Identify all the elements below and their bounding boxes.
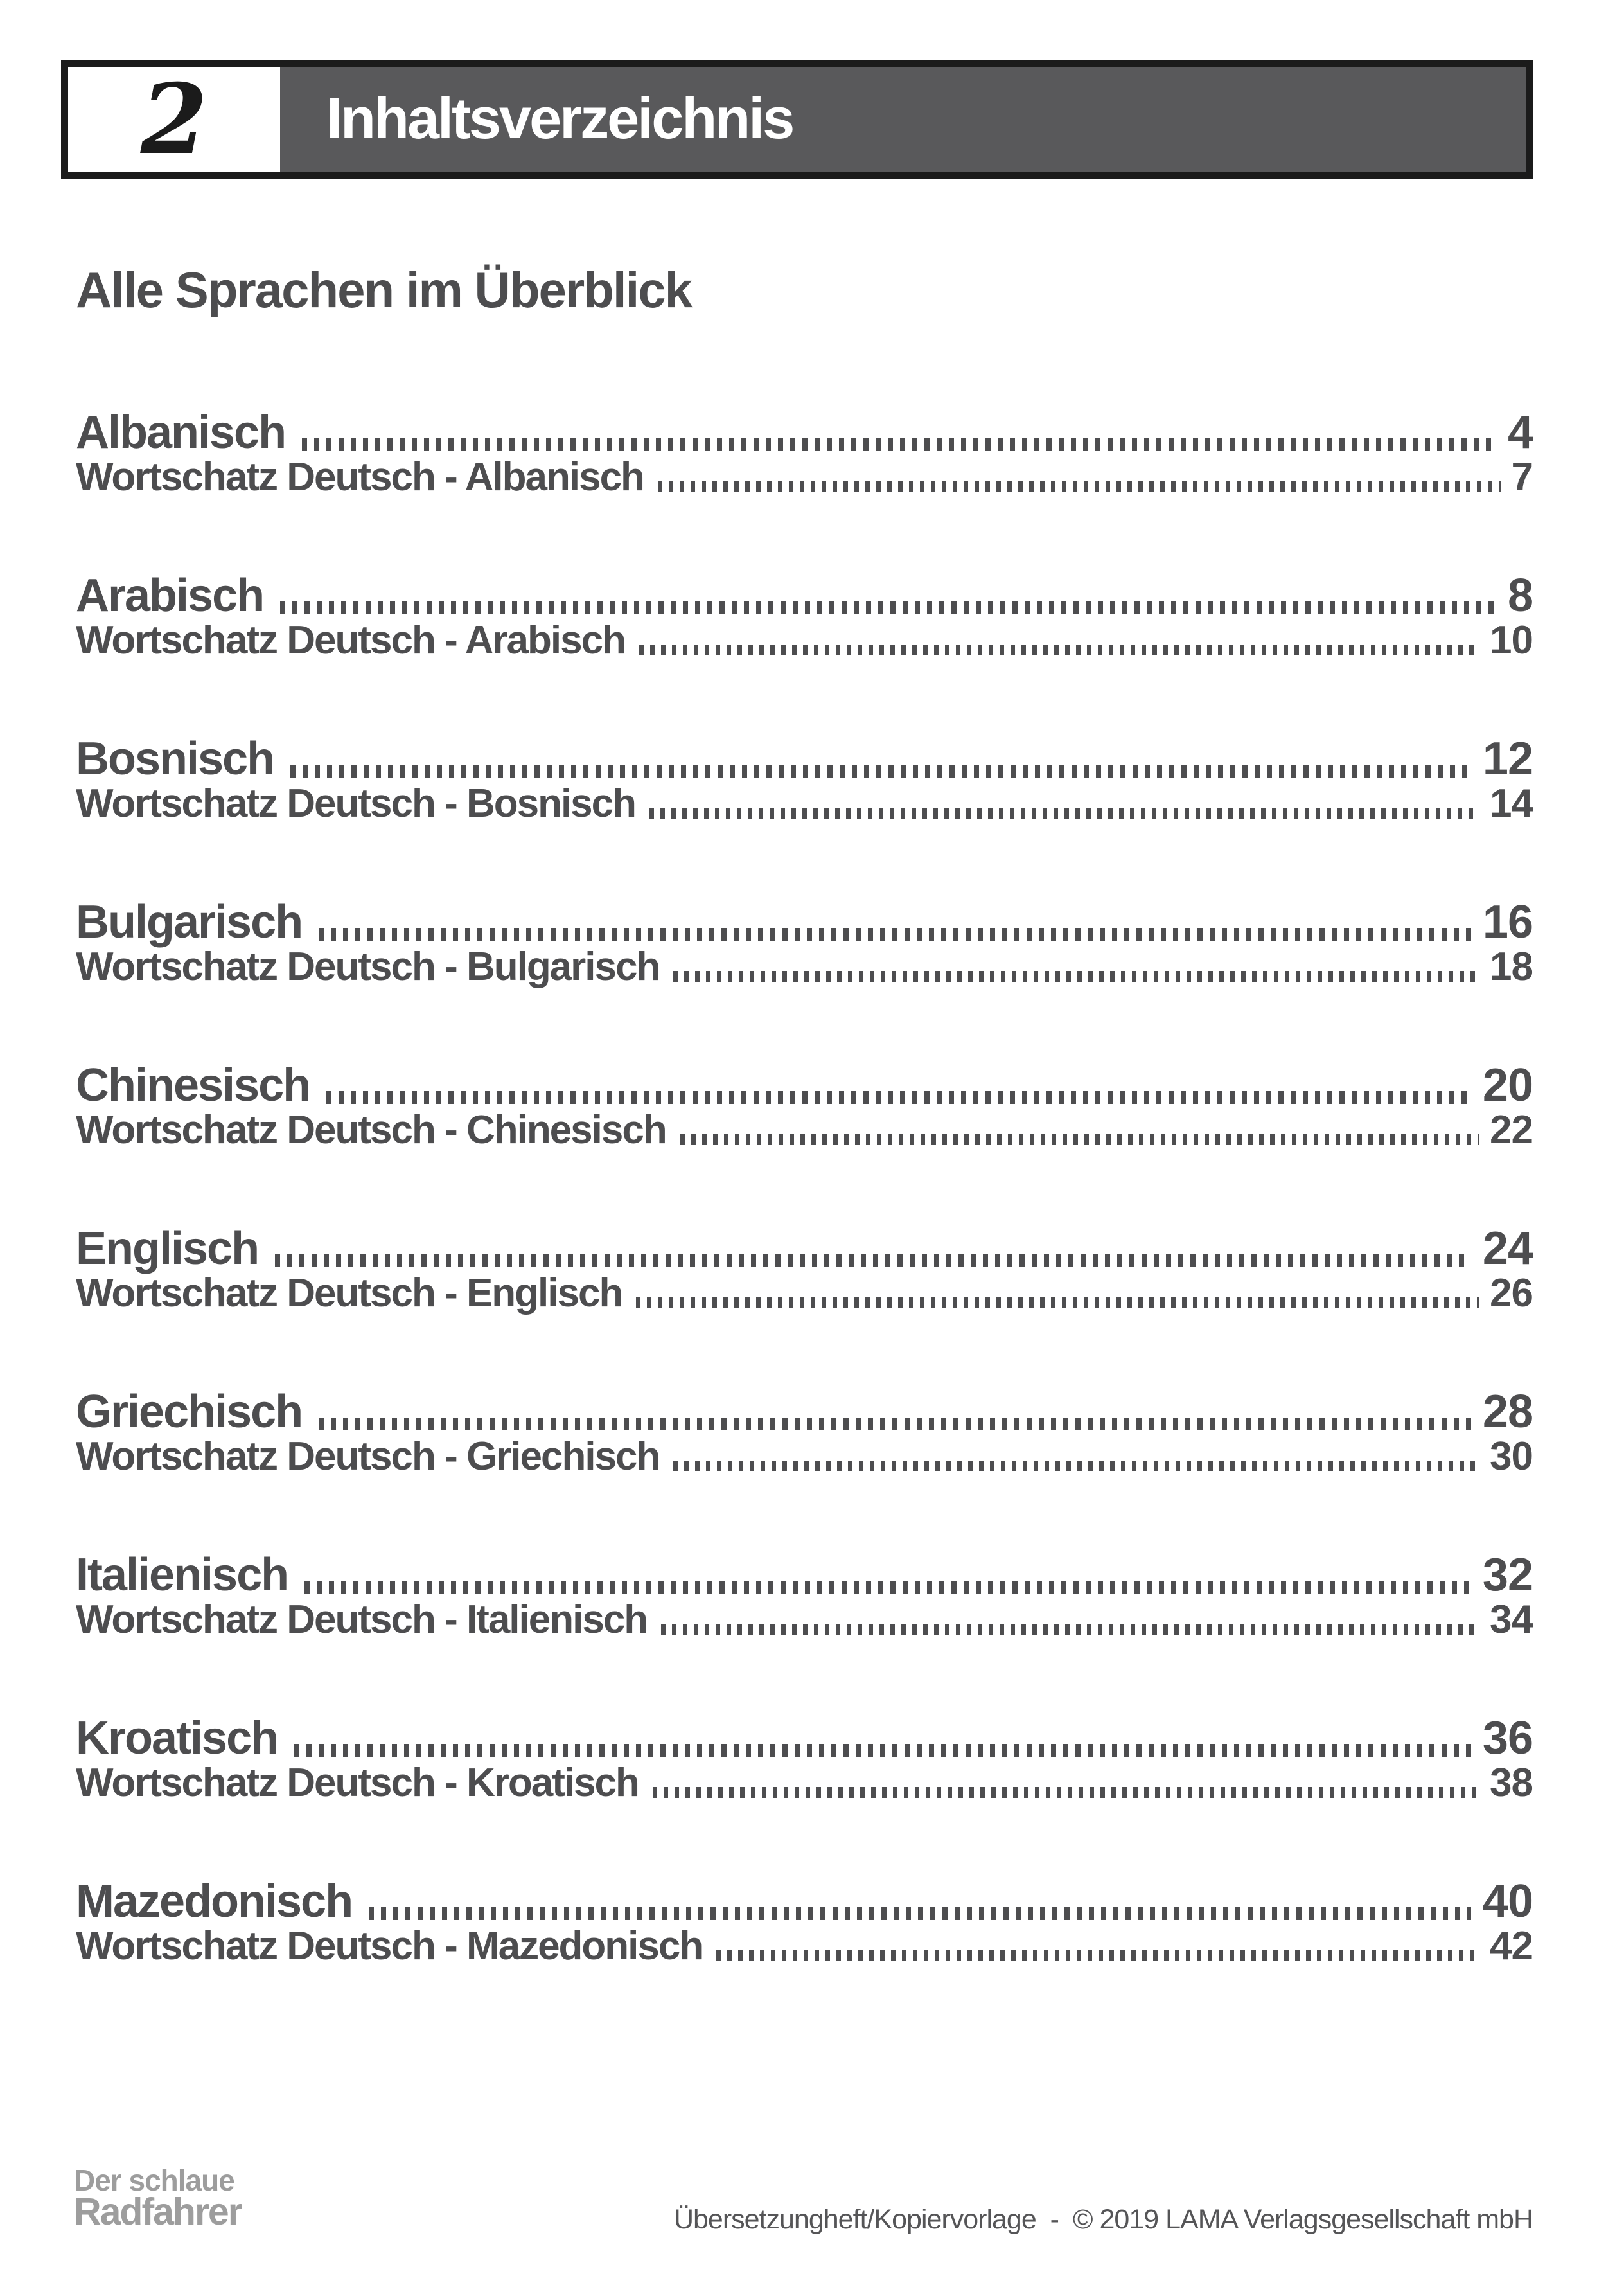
toc-entry-page: 28	[1482, 1386, 1533, 1437]
toc-entry-label: Englisch	[76, 1223, 259, 1274]
toc-entry	[76, 1878, 1533, 1926]
toc-subentry	[76, 1110, 1533, 1150]
toc-entry	[76, 1551, 1533, 1599]
dot-leader	[302, 438, 1496, 451]
toc-entry	[76, 1062, 1533, 1110]
toc-list	[76, 409, 1533, 2041]
dot-leader	[294, 1744, 1471, 1757]
toc-entry-label: Arabisch	[76, 570, 264, 621]
dot-leader	[319, 928, 1471, 941]
toc-entry	[76, 409, 1533, 457]
publisher-logo	[74, 2165, 242, 2231]
dot-leader	[275, 1254, 1471, 1267]
toc-subentry-page: 14	[1490, 781, 1533, 826]
toc-subentry	[76, 1436, 1533, 1477]
dot-leader	[653, 1787, 1479, 1798]
dot-leader	[639, 645, 1479, 655]
toc-subentry-label: Wortschatz Deutsch - Mazedonisch	[76, 1924, 703, 1968]
logo-line-1: Der schlaue	[74, 2164, 234, 2197]
toc-entry	[76, 1714, 1533, 1763]
toc-subentry-page: 34	[1490, 1597, 1533, 1642]
toc-section-italienisch	[76, 1551, 1533, 1640]
toc-subentry-page: 30	[1490, 1434, 1533, 1479]
toc-section-bulgarisch	[76, 898, 1533, 987]
toc-subentry-page: 10	[1490, 618, 1533, 662]
toc-entry-label: Albanisch	[76, 407, 286, 458]
section-title: Alle Sprachen im Überblick	[76, 262, 692, 318]
toc-subentry-label: Wortschatz Deutsch - Italienisch	[76, 1597, 648, 1642]
toc-subentry-label: Wortschatz Deutsch - Griechisch	[76, 1434, 660, 1479]
toc-entry-label: Kroatisch	[76, 1712, 278, 1764]
toc-section-englisch	[76, 1225, 1533, 1313]
toc-entry-label: Italienisch	[76, 1549, 288, 1601]
toc-section-kroatisch	[76, 1714, 1533, 1803]
toc-subentry-label: Wortschatz Deutsch - Bosnisch	[76, 781, 636, 826]
toc-entry-page: 16	[1482, 896, 1533, 948]
toc-subentry-page: 26	[1490, 1271, 1533, 1315]
toc-entry	[76, 1225, 1533, 1273]
toc-entry-page: 24	[1482, 1223, 1533, 1274]
toc-subentry	[76, 1599, 1533, 1640]
page-number: 2	[140, 62, 208, 176]
dot-leader	[673, 971, 1479, 982]
toc-entry-label: Chinesisch	[76, 1060, 310, 1111]
toc-section-arabisch	[76, 572, 1533, 661]
toc-subentry-label: Wortschatz Deutsch - Englisch	[76, 1271, 622, 1315]
toc-subentry	[76, 457, 1533, 497]
toc-subentry	[76, 620, 1533, 661]
toc-subentry-label: Wortschatz Deutsch - Bulgarisch	[76, 945, 660, 989]
toc-entry-page: 20	[1482, 1060, 1533, 1111]
toc-subentry-page: 7	[1511, 455, 1533, 499]
header-title: Inhaltsverzeichnis	[326, 87, 793, 151]
toc-entry-page: 12	[1482, 733, 1533, 785]
page-header-bar	[61, 60, 1533, 179]
dot-leader	[661, 1624, 1479, 1635]
toc-subentry	[76, 1273, 1533, 1313]
dot-leader	[319, 1418, 1471, 1430]
toc-entry	[76, 898, 1533, 947]
toc-entry-page: 4	[1507, 407, 1533, 458]
page-number-box	[68, 62, 280, 176]
toc-entry-label: Bosnisch	[76, 733, 274, 785]
toc-subentry	[76, 947, 1533, 987]
dot-leader	[680, 1134, 1479, 1145]
dot-leader	[290, 765, 1471, 778]
toc-entry-label: Bulgarisch	[76, 896, 303, 948]
toc-entry-label: Griechisch	[76, 1386, 303, 1437]
toc-subentry-page: 18	[1490, 945, 1533, 989]
toc-entry-page: 8	[1507, 570, 1533, 621]
toc-entry-page: 40	[1482, 1876, 1533, 1927]
dot-leader	[658, 481, 1501, 492]
dot-leader	[280, 601, 1496, 614]
toc-entry	[76, 572, 1533, 620]
dot-leader	[649, 808, 1479, 819]
dot-leader	[326, 1091, 1471, 1104]
toc-subentry-label: Wortschatz Deutsch - Chinesisch	[76, 1108, 666, 1152]
dot-leader	[304, 1581, 1471, 1594]
toc-subentry-page: 42	[1490, 1924, 1533, 1968]
toc-section-albanisch	[76, 409, 1533, 497]
toc-entry	[76, 1388, 1533, 1436]
footer-copyright: Übersetzungheft/Kopiervorlage - © 2019 LAMA Verlagsgesellschaft mbH	[673, 2204, 1533, 2235]
dot-leader	[636, 1297, 1479, 1308]
toc-subentry-page: 38	[1490, 1761, 1533, 1805]
toc-subentry	[76, 1763, 1533, 1803]
dot-leader	[369, 1907, 1471, 1920]
toc-section-bosnisch	[76, 735, 1533, 824]
toc-subentry	[76, 1926, 1533, 1966]
toc-section-chinesisch	[76, 1062, 1533, 1150]
toc-entry-label: Mazedonisch	[76, 1876, 353, 1927]
toc-subentry-label: Wortschatz Deutsch - Albanisch	[76, 455, 644, 499]
dot-leader	[716, 1950, 1479, 1961]
toc-entry-page: 36	[1482, 1712, 1533, 1764]
dot-leader	[673, 1461, 1479, 1471]
logo-line-2: Radfahrer	[74, 2191, 242, 2233]
toc-entry	[76, 735, 1533, 783]
toc-subentry-label: Wortschatz Deutsch - Kroatisch	[76, 1761, 639, 1805]
toc-subentry-label: Wortschatz Deutsch - Arabisch	[76, 618, 625, 662]
toc-section-mazedonisch	[76, 1878, 1533, 1966]
toc-subentry	[76, 783, 1533, 824]
toc-section-griechisch	[76, 1388, 1533, 1477]
toc-subentry-page: 22	[1490, 1108, 1533, 1152]
toc-entry-page: 32	[1482, 1549, 1533, 1601]
